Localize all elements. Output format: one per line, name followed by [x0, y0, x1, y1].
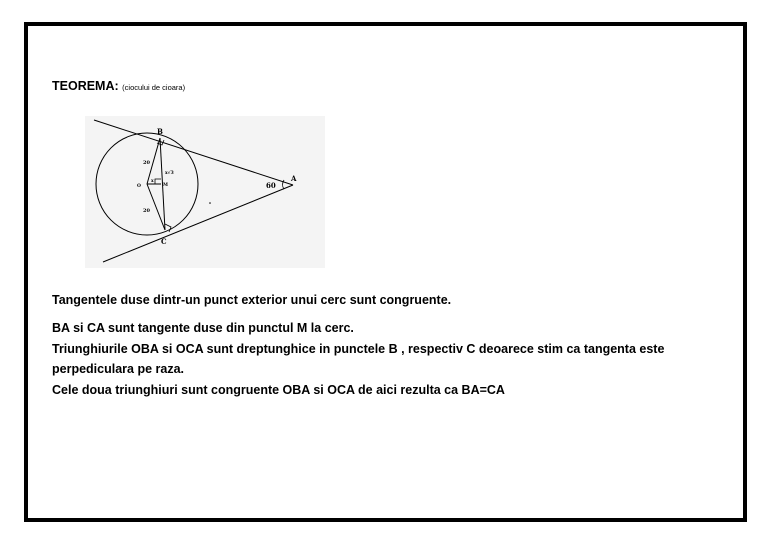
tangent-diagram: [85, 116, 325, 268]
proof-line-4: Cele doua triunghiuri sunt congruente OBA si OCA de aici rezulta ca BA=CA: [52, 383, 505, 397]
label-B: B: [157, 127, 163, 136]
theorem-statement: Tangentele duse dintr-un punct exterior unui cerc sunt congruente.: [52, 293, 452, 307]
label-radius-bottom: 20: [143, 208, 150, 214]
proof-line-2: Triunghiurile OBA si OCA sunt dreptunghice in punctele B , respectiv C deoarece stim ca tangenta este: [52, 342, 665, 356]
figure-background: [85, 116, 325, 268]
stray-dot: [209, 202, 211, 204]
label-O: O: [137, 184, 141, 189]
label-segment-OM: x: [151, 179, 154, 184]
geometry-figure: [85, 116, 325, 268]
label-C: C: [161, 237, 167, 246]
page-border-inner: [27, 25, 744, 519]
label-segment-MB: x√3: [165, 171, 174, 176]
proof-line-1: BA si CA sunt tangente duse din punctul M la cerc.: [52, 321, 354, 335]
theorem-title-sub: (ciocului de cioara): [122, 83, 186, 92]
label-radius-top: 20: [143, 160, 150, 166]
theorem-title-main: TEOREMA:: [52, 79, 119, 93]
label-A: A: [291, 174, 297, 183]
proof-line-3: perpedicularа pe raza.: [52, 362, 185, 376]
theorem-title: [52, 79, 185, 93]
label-angle-60: 60: [266, 181, 276, 190]
label-M: M: [163, 183, 168, 188]
